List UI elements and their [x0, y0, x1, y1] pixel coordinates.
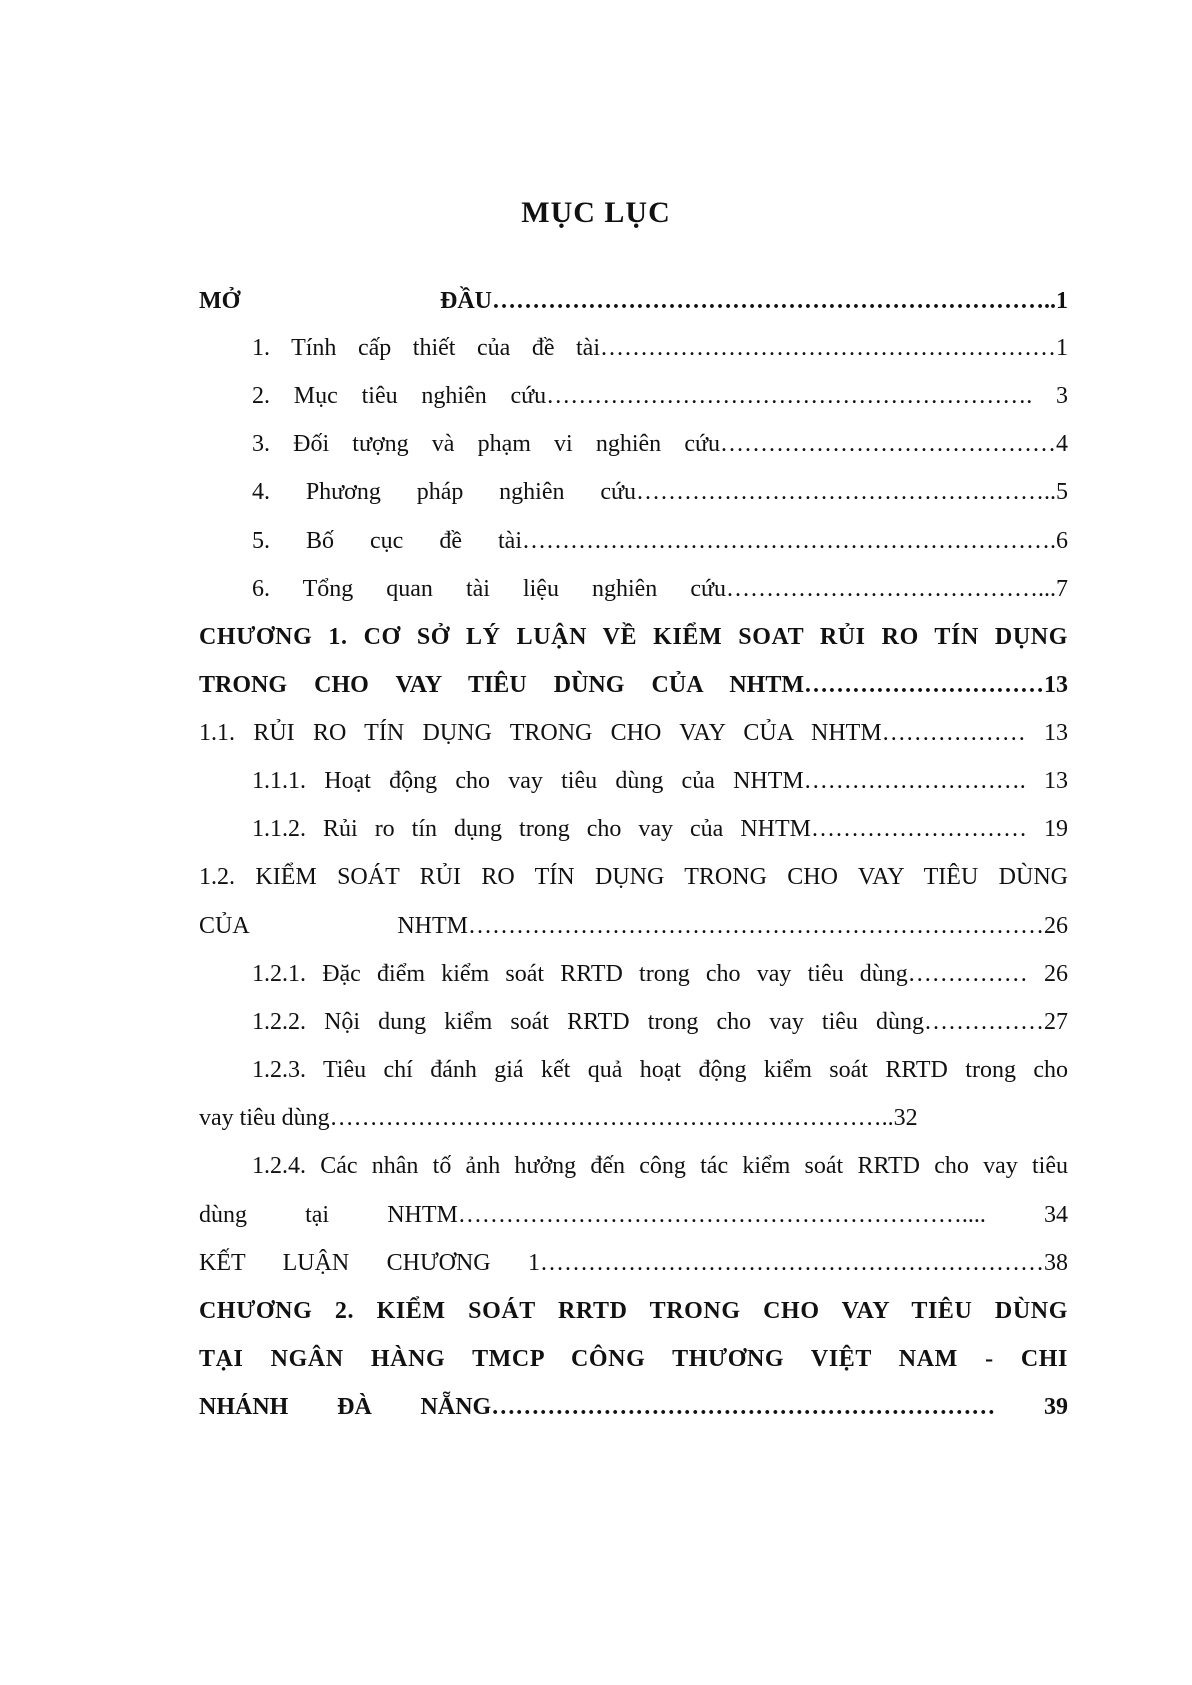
toc-entry-text: 1.1.1. Hoạt động cho vay tiêu dùng của NHTM — [252, 768, 804, 794]
toc-entry-text: 5. Bố cục đề tài — [252, 528, 522, 554]
toc-entry-ket-luan-chuong-1[interactable] — [199, 1246, 1068, 1280]
toc-entry-text: 4. Phương pháp nghiên cứu — [252, 479, 636, 505]
toc-entry-page: 5 — [1056, 479, 1068, 505]
toc-entry-page: 27 — [1044, 1009, 1068, 1035]
toc-entry-chuong-1[interactable] — [199, 668, 1068, 702]
toc-entry-dots: …………………………………... — [726, 576, 1056, 602]
toc-entry-text: NHÁNH ĐÀ NẴNG — [199, 1394, 492, 1420]
toc-entry-1-1-1[interactable] — [252, 764, 1068, 798]
toc-entry-text: 6. Tổng quan tài liệu nghiên cứu — [252, 576, 726, 602]
toc-entry-phuong-phap[interactable] — [252, 475, 1068, 509]
toc-entry-text: 1.1.2. Rủi ro tín dụng trong cho vay của NHTM — [252, 816, 811, 842]
toc-entry-mo-dau[interactable] — [199, 284, 1068, 318]
toc-entry-dots: ………………………… — [804, 672, 1044, 698]
toc-entry-dots: ……………………… — [811, 816, 1045, 842]
toc-entry-text: 1. Tính cấp thiết của đề tài — [252, 335, 600, 361]
toc-entry-page: 26 — [1044, 913, 1068, 939]
toc-entry-chuong-2-line1[interactable]: CHƯƠNG 2. KIỂM SOÁT RRTD TRONG CHO VAY TIÊU DÙNG — [199, 1298, 1068, 1324]
toc-entry-chuong-2[interactable] — [199, 1390, 1068, 1424]
toc-entry-chuong-1-line1[interactable]: CHƯƠNG 1. CƠ SỞ LÝ LUẬN VỀ KIỂM SOAT RỦI RO TÍN DỤNG — [199, 624, 1068, 650]
toc-entry-tinh-cap-thiet[interactable] — [252, 331, 1068, 365]
toc-entry-dots: …………………………………………….. — [636, 479, 1056, 505]
toc-entry-text: MỞ ĐẦU — [199, 288, 492, 314]
toc-entry-page: 19 — [1044, 816, 1068, 842]
toc-entry-dots: ……………… — [881, 720, 1045, 746]
toc-entry-page: 13 — [1044, 720, 1068, 746]
toc-entry-dots: ………………………. — [803, 768, 1044, 794]
toc-entry-dots: ……………………………………………………. — [546, 383, 1056, 409]
toc-entry-1-2-4[interactable] — [199, 1198, 1068, 1232]
toc-entry-1-2[interactable] — [199, 909, 1068, 943]
toc-entry-page: 7 — [1056, 576, 1068, 602]
toc-entry-page: 39 — [1044, 1394, 1068, 1420]
toc-entry-dots: ……………………………………………………… — [540, 1250, 1044, 1276]
toc-entry-1-2-3[interactable] — [199, 1101, 1031, 1135]
toc-entry-bo-cuc[interactable] — [252, 524, 1068, 558]
toc-entry-page: 4 — [1056, 431, 1068, 457]
toc-entry-text: KẾT LUẬN CHƯƠNG 1 — [199, 1250, 540, 1276]
toc-entry-1-2-4-line1[interactable]: 1.2.4. Các nhân tố ảnh hưởng đến công tác kiểm soát RRTD cho vay tiêu — [252, 1153, 1068, 1179]
toc-entry-1-2-line1[interactable]: 1.2. KIỂM SOÁT RỦI RO TÍN DỤNG TRONG CHO VAY TIÊU DÙNG — [199, 864, 1068, 890]
toc-entry-text: dùng tại NHTM — [199, 1202, 458, 1228]
toc-entry-dots: ……………………………………………………… — [491, 1394, 1044, 1420]
toc-entry-page: 3 — [1056, 383, 1068, 409]
toc-entry-1-2-3-line1[interactable]: 1.2.3. Tiêu chí đánh giá kết quả hoạt động kiểm soát RRTD trong cho — [252, 1057, 1068, 1083]
toc-entry-dots: ………………………………………………… — [600, 335, 1056, 361]
toc-entry-text: TRONG CHO VAY TIÊU DÙNG CỦA NHTM — [199, 672, 804, 698]
toc-title: MỤC LỤC — [521, 196, 671, 229]
toc-entry-doi-tuong[interactable] — [252, 427, 1068, 461]
toc-entry-dots: …………………………………………………………….. — [492, 288, 1056, 314]
toc-entry-dots: ……………………………………………………………… — [468, 913, 1044, 939]
toc-entry-text: 2. Mục tiêu nghiên cứu — [252, 383, 547, 409]
toc-entry-page: 13 — [1044, 768, 1068, 794]
toc-entry-chuong-2-line2[interactable]: TẠI NGÂN HÀNG TMCP CÔNG THƯƠNG VIỆT NAM - CHI — [199, 1346, 1068, 1372]
toc-entry-page: 38 — [1044, 1250, 1068, 1276]
toc-entry-text: 1.1. RỦI RO TÍN DỤNG TRONG CHO VAY CỦA NHTM — [199, 720, 882, 746]
toc-entry-tong-quan[interactable] — [252, 572, 1068, 606]
toc-entry-dots: ……………………………………………………….... — [457, 1202, 1045, 1228]
toc-entry-dots: …………… — [907, 961, 1044, 987]
toc-entry-text: vay tiêu dùng — [199, 1105, 330, 1131]
toc-entry-dots: …………………………………………………………….. — [329, 1105, 894, 1131]
toc-entry-text: 3. Đối tượng và phạm vi nghiên cứu — [252, 431, 720, 457]
toc-entry-1-2-2[interactable] — [252, 1005, 1068, 1039]
toc-entry-dots: …………………………………………………………. — [522, 528, 1056, 554]
toc-entry-page: 26 — [1044, 961, 1068, 987]
toc-entry-1-2-1[interactable] — [252, 957, 1068, 991]
toc-entry-page: 13 — [1044, 672, 1068, 698]
toc-entry-page: 6 — [1056, 528, 1068, 554]
toc-entry-dots: …………… — [924, 1009, 1044, 1035]
toc-entry-page: 1 — [1056, 288, 1068, 314]
toc-entry-text: CỦA NHTM — [199, 913, 468, 939]
toc-entry-text: 1.2.1. Đặc điểm kiểm soát RRTD trong cho vay tiêu dùng — [252, 961, 908, 987]
toc-entry-page: 34 — [1044, 1202, 1068, 1228]
toc-entry-1-1[interactable] — [199, 716, 1068, 750]
toc-entry-page: 32 — [893, 1105, 918, 1131]
toc-entry-page: 1 — [1056, 335, 1068, 361]
toc-entry-text: 1.2.2. Nội dung kiểm soát RRTD trong cho vay tiêu dùng — [252, 1009, 924, 1035]
toc-entry-muc-tieu[interactable] — [252, 379, 1068, 413]
toc-entry-dots: …………………………………… — [720, 431, 1056, 457]
toc-entry-1-1-2[interactable] — [252, 812, 1068, 846]
